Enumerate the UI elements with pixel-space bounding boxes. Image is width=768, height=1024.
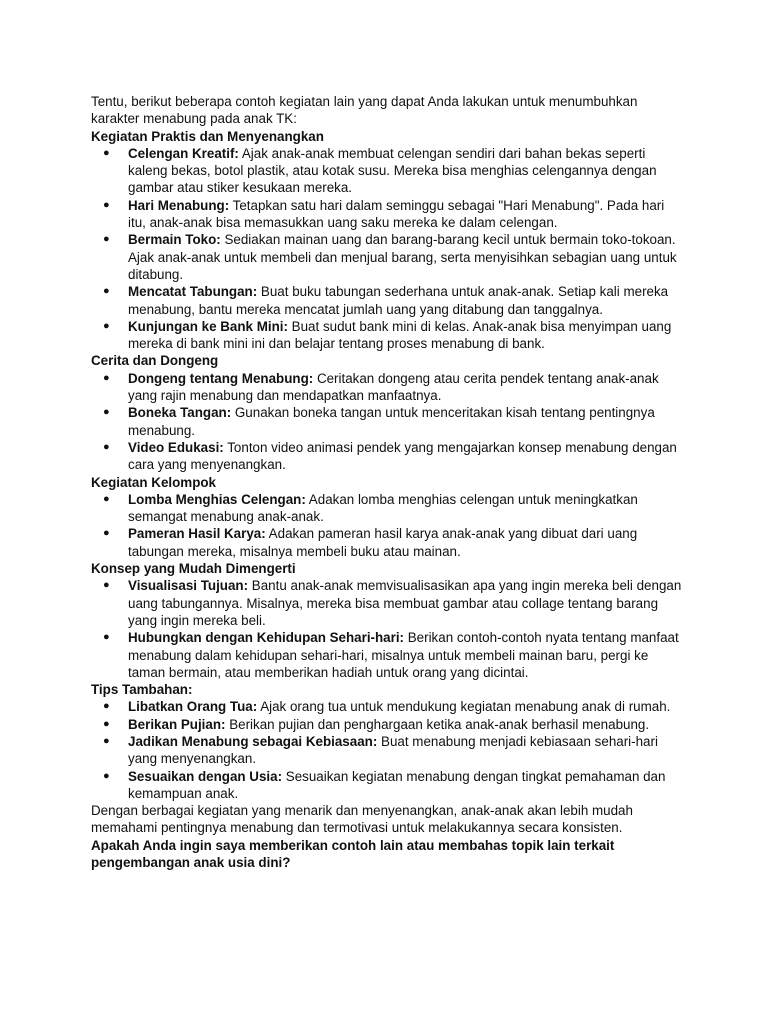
item-description: Adakan lomba menghias celengan untuk meningkatkan semangat menabung anak-anak. xyxy=(128,491,638,525)
item-description: Sesuaikan kegiatan menabung dengan tingkat pemahaman dan kemampuan anak. xyxy=(128,768,666,801)
item-term: Libatkan Orang Tua: xyxy=(128,699,258,715)
item-description: Ajak orang tua untuk mendukung kegiatan menabung anak di rumah. xyxy=(257,699,671,715)
bullet-icon: ● xyxy=(103,769,110,782)
item-term: Kunjungan ke Bank Mini: xyxy=(128,318,288,334)
bullet-icon: ● xyxy=(103,319,110,332)
intro-paragraph: Tentu, berikut beberapa contoh kegiatan lain yang dapat Anda lakukan untuk menumbuhkan karakter menabung pada anak TK: xyxy=(91,94,638,127)
item-term: Bermain Toko: xyxy=(128,232,221,248)
bullet-icon: ● xyxy=(103,233,110,246)
item-term: Mencatat Tabungan: xyxy=(128,284,258,300)
closing-question: Apakah Anda ingin saya memberikan contoh lain atau membahas topik lain terkait pengembangan anak usia dini? xyxy=(91,837,615,871)
item-term: Video Edukasi: xyxy=(128,439,224,455)
item-description: Gunakan boneka tangan untuk menceritakan kisah tentang pentingnya menabung. xyxy=(128,405,655,438)
list-item xyxy=(91,491,683,526)
bullet-list xyxy=(91,698,683,802)
bullet-icon: ● xyxy=(103,717,110,730)
bullet-icon: ● xyxy=(103,406,110,419)
item-description: Buat menabung menjadi kebiasaan sehari-hari yang menyenangkan. xyxy=(128,733,658,767)
item-description: Berikan contoh-contoh nyata tentang manfaat menabung dalam kehidupan sehari-hari, misalnya untuk membeli mainan baru, pergi ke taman bermain, atau memberikan hadiah untuk orang yang dicintai. xyxy=(128,630,679,680)
list-item xyxy=(91,197,683,232)
bullet-icon: ● xyxy=(103,146,110,159)
item-term: Pameran Hasil Karya: xyxy=(128,526,266,542)
list-item xyxy=(91,716,683,733)
list-item xyxy=(91,145,683,197)
item-description: Bantu anak-anak memvisualisasikan apa yang ingin mereka beli dengan uang tabungannya. Misalnya, mereka bisa membuat gambar atau collage tentang barang yang ingin mereka beli. xyxy=(128,578,682,628)
item-term: Boneka Tangan: xyxy=(128,405,232,421)
item-description: Berikan pujian dan penghargaan ketika anak-anak berhasil menabung. xyxy=(225,716,650,732)
item-term: Berikan Pujian: xyxy=(128,716,226,732)
item-term: Lomba Menghias Celengan: xyxy=(128,491,306,507)
item-description: Tetapkan satu hari dalam seminggu sebagai "Hari Menabung". Pada hari itu, anak-anak bisa memasukkan uang saku mereka ke dalam celengan. xyxy=(128,197,665,231)
list-item xyxy=(91,370,683,405)
item-term: Visualisasi Tujuan: xyxy=(128,578,249,594)
item-description: Buat sudut bank mini di kelas. Anak-anak bisa menyimpan uang mereka di bank mini ini dan belajar tentang proses menabung di bank. xyxy=(128,318,672,352)
list-item xyxy=(91,768,683,803)
sections-container xyxy=(91,128,683,803)
item-description: Ajak anak-anak membuat celengan sendiri dari bahan bekas seperti kaleng bekas, botol plastik, atau kotak susu. Mereka bisa menghias celengannya dengan gambar atau stiker kesukaan mereka. xyxy=(128,145,657,196)
bullet-icon: ● xyxy=(103,371,110,384)
document-body xyxy=(91,93,683,871)
list-item xyxy=(91,439,683,474)
list-item xyxy=(91,577,683,629)
list-item xyxy=(91,231,683,283)
item-description: Sediakan mainan uang dan barang-barang kecil untuk bermain toko-tokoan. Ajak anak-anak untuk membeli dan menjual barang, serta menyisihkan sebagian uang untuk ditabung. xyxy=(128,232,677,282)
item-term: Sesuaikan dengan Usia: xyxy=(128,768,283,784)
section-heading: Tips Tambahan: xyxy=(91,682,193,698)
item-term: Dongeng tentang Menabung: xyxy=(128,370,314,386)
section-heading: Cerita dan Dongeng xyxy=(91,353,219,369)
bullet-icon: ● xyxy=(103,527,110,540)
item-term: Celengan Kreatif: xyxy=(128,145,239,161)
bullet-list xyxy=(91,491,683,560)
bullet-icon: ● xyxy=(103,285,110,298)
item-term: Hari Menabung: xyxy=(128,197,230,213)
list-item xyxy=(91,629,683,681)
list-item xyxy=(91,525,683,560)
section-heading: Kegiatan Kelompok xyxy=(91,474,217,490)
item-term: Jadikan Menabung sebagai Kebiasaan: xyxy=(128,733,378,749)
bullet-icon: ● xyxy=(103,198,110,211)
item-description: Adakan pameran hasil karya anak-anak yang dibuat dari uang tabungan mereka, misalnya membeli buku atau mainan. xyxy=(128,526,638,559)
list-item xyxy=(91,404,683,439)
conclusion-paragraph: Dengan berbagai kegiatan yang menarik dan menyenangkan, anak-anak akan lebih mudah memahami pentingnya menabung dan termotivasi untuk melakukannya secara konsisten. xyxy=(91,803,633,836)
item-description: Buat buku tabungan sederhana untuk anak-anak. Setiap kali mereka menabung, bantu mereka mencatat jumlah uang yang ditabung dan tanggalnya. xyxy=(128,284,669,317)
bullet-list xyxy=(91,577,683,681)
section-heading: Konsep yang Mudah Dimengerti xyxy=(91,561,296,577)
item-description: Tonton video animasi pendek yang mengajarkan konsep menabung dengan cara yang menyenangkan. xyxy=(128,439,677,473)
bullet-list xyxy=(91,370,683,474)
item-description: Ceritakan dongeng atau cerita pendek tentang anak-anak yang rajin menabung dan mendapatkan manfaatnya. xyxy=(128,370,659,404)
item-term: Hubungkan dengan Kehidupan Sehari-hari: xyxy=(128,630,405,646)
bullet-icon: ● xyxy=(103,492,110,505)
bullet-icon: ● xyxy=(103,734,110,747)
bullet-icon: ● xyxy=(103,579,110,592)
bullet-icon: ● xyxy=(103,631,110,644)
list-item xyxy=(91,318,683,353)
bullet-icon: ● xyxy=(103,440,110,453)
list-item xyxy=(91,283,683,318)
list-item xyxy=(91,698,683,715)
bullet-list xyxy=(91,145,683,353)
section-heading: Kegiatan Praktis dan Menyenangkan xyxy=(91,128,324,144)
bullet-icon: ● xyxy=(103,700,110,713)
list-item xyxy=(91,733,683,768)
